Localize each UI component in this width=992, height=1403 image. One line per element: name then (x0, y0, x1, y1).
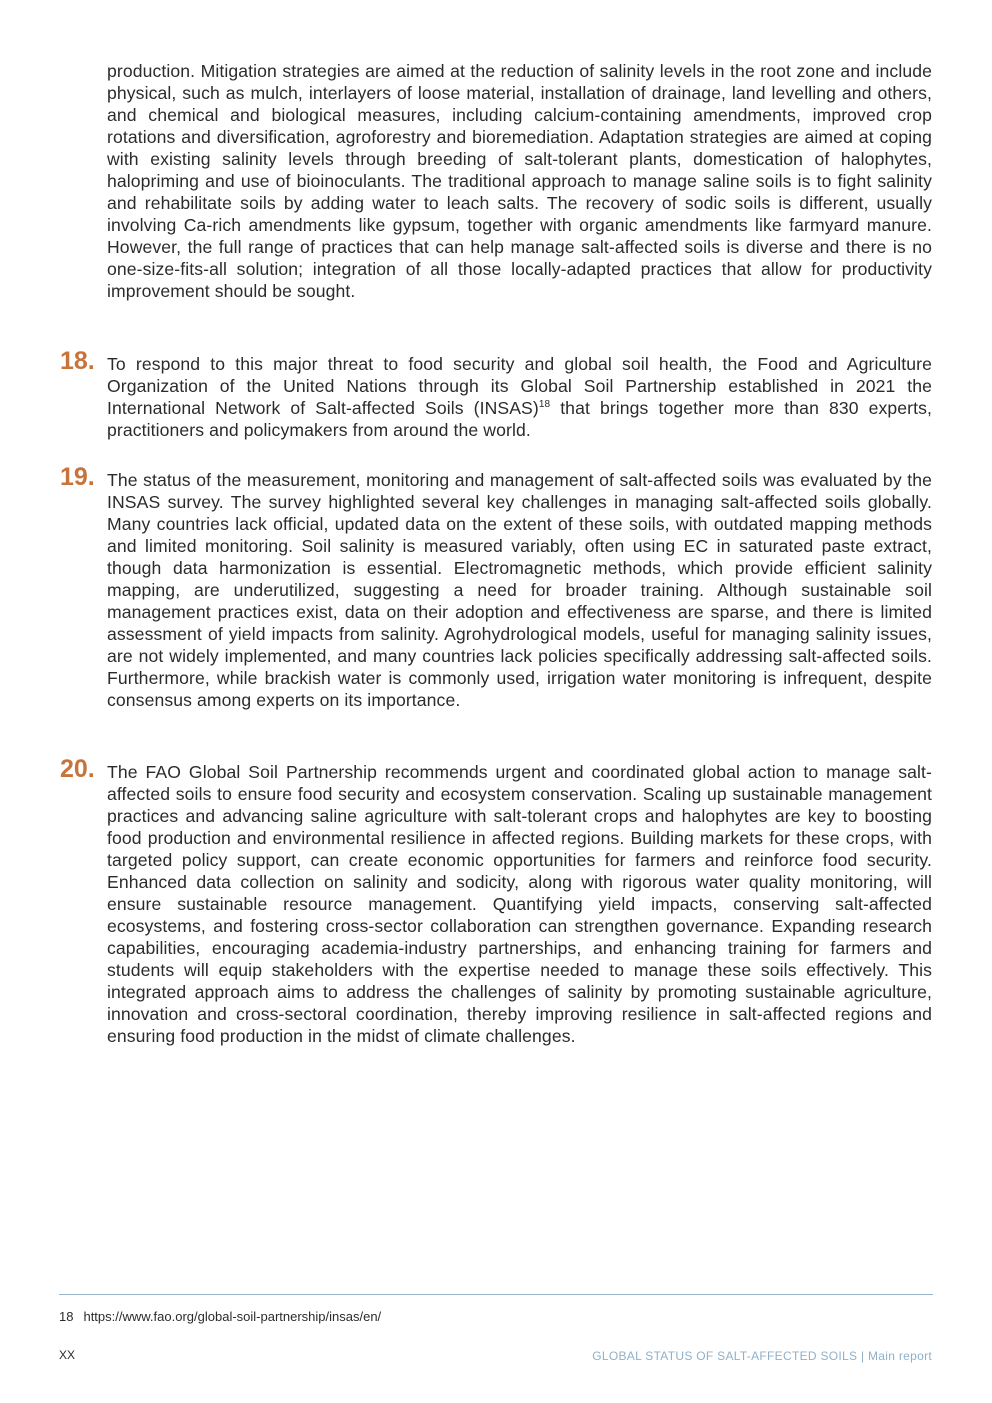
footnote-number: 18 (59, 1309, 74, 1324)
paragraph-20: The FAO Global Soil Partnership recommends urgent and coordinated global action to manage salt-affected soils to ensure food security and ecosystem conservation. Scaling up sustainable management practices and advancing saline agriculture with salt-tolerant crops and halophytes are key to boosting food production and environmental resilience in affected regions. Building markets for these crops, with targeted policy support, can create economic opportunities for farmers and reinforce food security. Enhanced data collection on salinity and sodicity, along with rigorous water quality monitoring, will ensure sustainable resource management. Quantifying yield impacts, conserving salt-affected ecosystems, and fostering cross-sector collaboration can strengthen governance. Expanding research capabilities, encouraging academia-industry partnerships, and enhancing training for farmers and students will equip stakeholders with the expertise needed to manage these soils effectively. This integrated approach aims to address the challenges of salinity by promoting sustainable agriculture, innovation and cross-sectoral coordination, thereby improving resilience in salt-affected regions and ensuring food production in the midst of climate challenges. (107, 762, 932, 1046)
paragraph-18-text-end: that brings together more than 830 experts, practitioners and policymakers from around the world. (107, 398, 932, 440)
paragraph-18-text: To respond to this major threat to food security and global soil health, the Food and Agriculture Organization of the United Nations through its Global Soil Partnership established in 2021 the International Network of Salt-affected Soils (INSAS) (107, 354, 932, 418)
footnote-ref-18[interactable]: 18 (538, 399, 551, 411)
paragraph-19: The status of the measurement, monitoring and management of salt-affected soils was evaluated by the INSAS survey. The survey highlighted several key challenges in managing salt-affected soils globally. Many countries lack official, updated data on the extent of these soils, with outdated mapping methods and limited monitoring. Soil salinity is measured variably, often using EC in saturated paste extract, though data harmonization is essential. Electromagnetic methods, which provide efficient salinity mapping, are underutilized, suggesting a need for broader training. Although sustainable soil management practices exist, data on their adoption and effectiveness are sparse, and there is limited assessment of yield impacts from salinity. Agrohydrological models, useful for managing salinity issues, are not widely implemented, and many countries lack policies specifically addressing salt-affected soils. Furthermore, while brackish water is commonly used, irrigation water monitoring is infrequent, despite consensus among experts on its importance. (107, 470, 932, 710)
page-number: XX (59, 1348, 76, 1362)
running-title: GLOBAL STATUS OF SALT-AFFECTED SOILS | Main report (592, 1349, 932, 1363)
paragraph-continuation: production. Mitigation strategies are aimed at the reduction of salinity levels in the root zone and include physical, such as mulch, interlayers of loose material, installation of drainage, land levelling and others, and chemical and biological measures, including calcium-containing amendments, improved crop rotations and diversification, agroforestry and bioremediation. Adaptation strategies are aimed at coping with existing salinity levels through breeding of salt-tolerant plants, domestication of halophytes, halopriming and use of bioinoculants. The traditional approach to manage saline soils is to fight salinity and rehabilitate soils by adding water to leach salts. The recovery of sodic soils is different, usually involving Ca-rich amendments like gypsum, together with organic amendments like farmyard manure. However, the full range of practices that can help manage salt-affected soils is diverse and there is no one-size-fits-all solution; integration of all those locally-adapted practices that allow for productivity improvement should be sought. (107, 61, 932, 301)
paragraph-number-19: 19. (60, 463, 95, 491)
footnote-link[interactable]: https://www.fao.org/global-soil-partnership/insas/en/ (83, 1309, 382, 1324)
paragraph-number-20: 20. (60, 755, 95, 783)
footnote (59, 1309, 381, 1325)
paragraph-number-18: 18. (60, 347, 95, 375)
paragraph-18 (107, 353, 932, 441)
footnote-divider (59, 1294, 933, 1295)
